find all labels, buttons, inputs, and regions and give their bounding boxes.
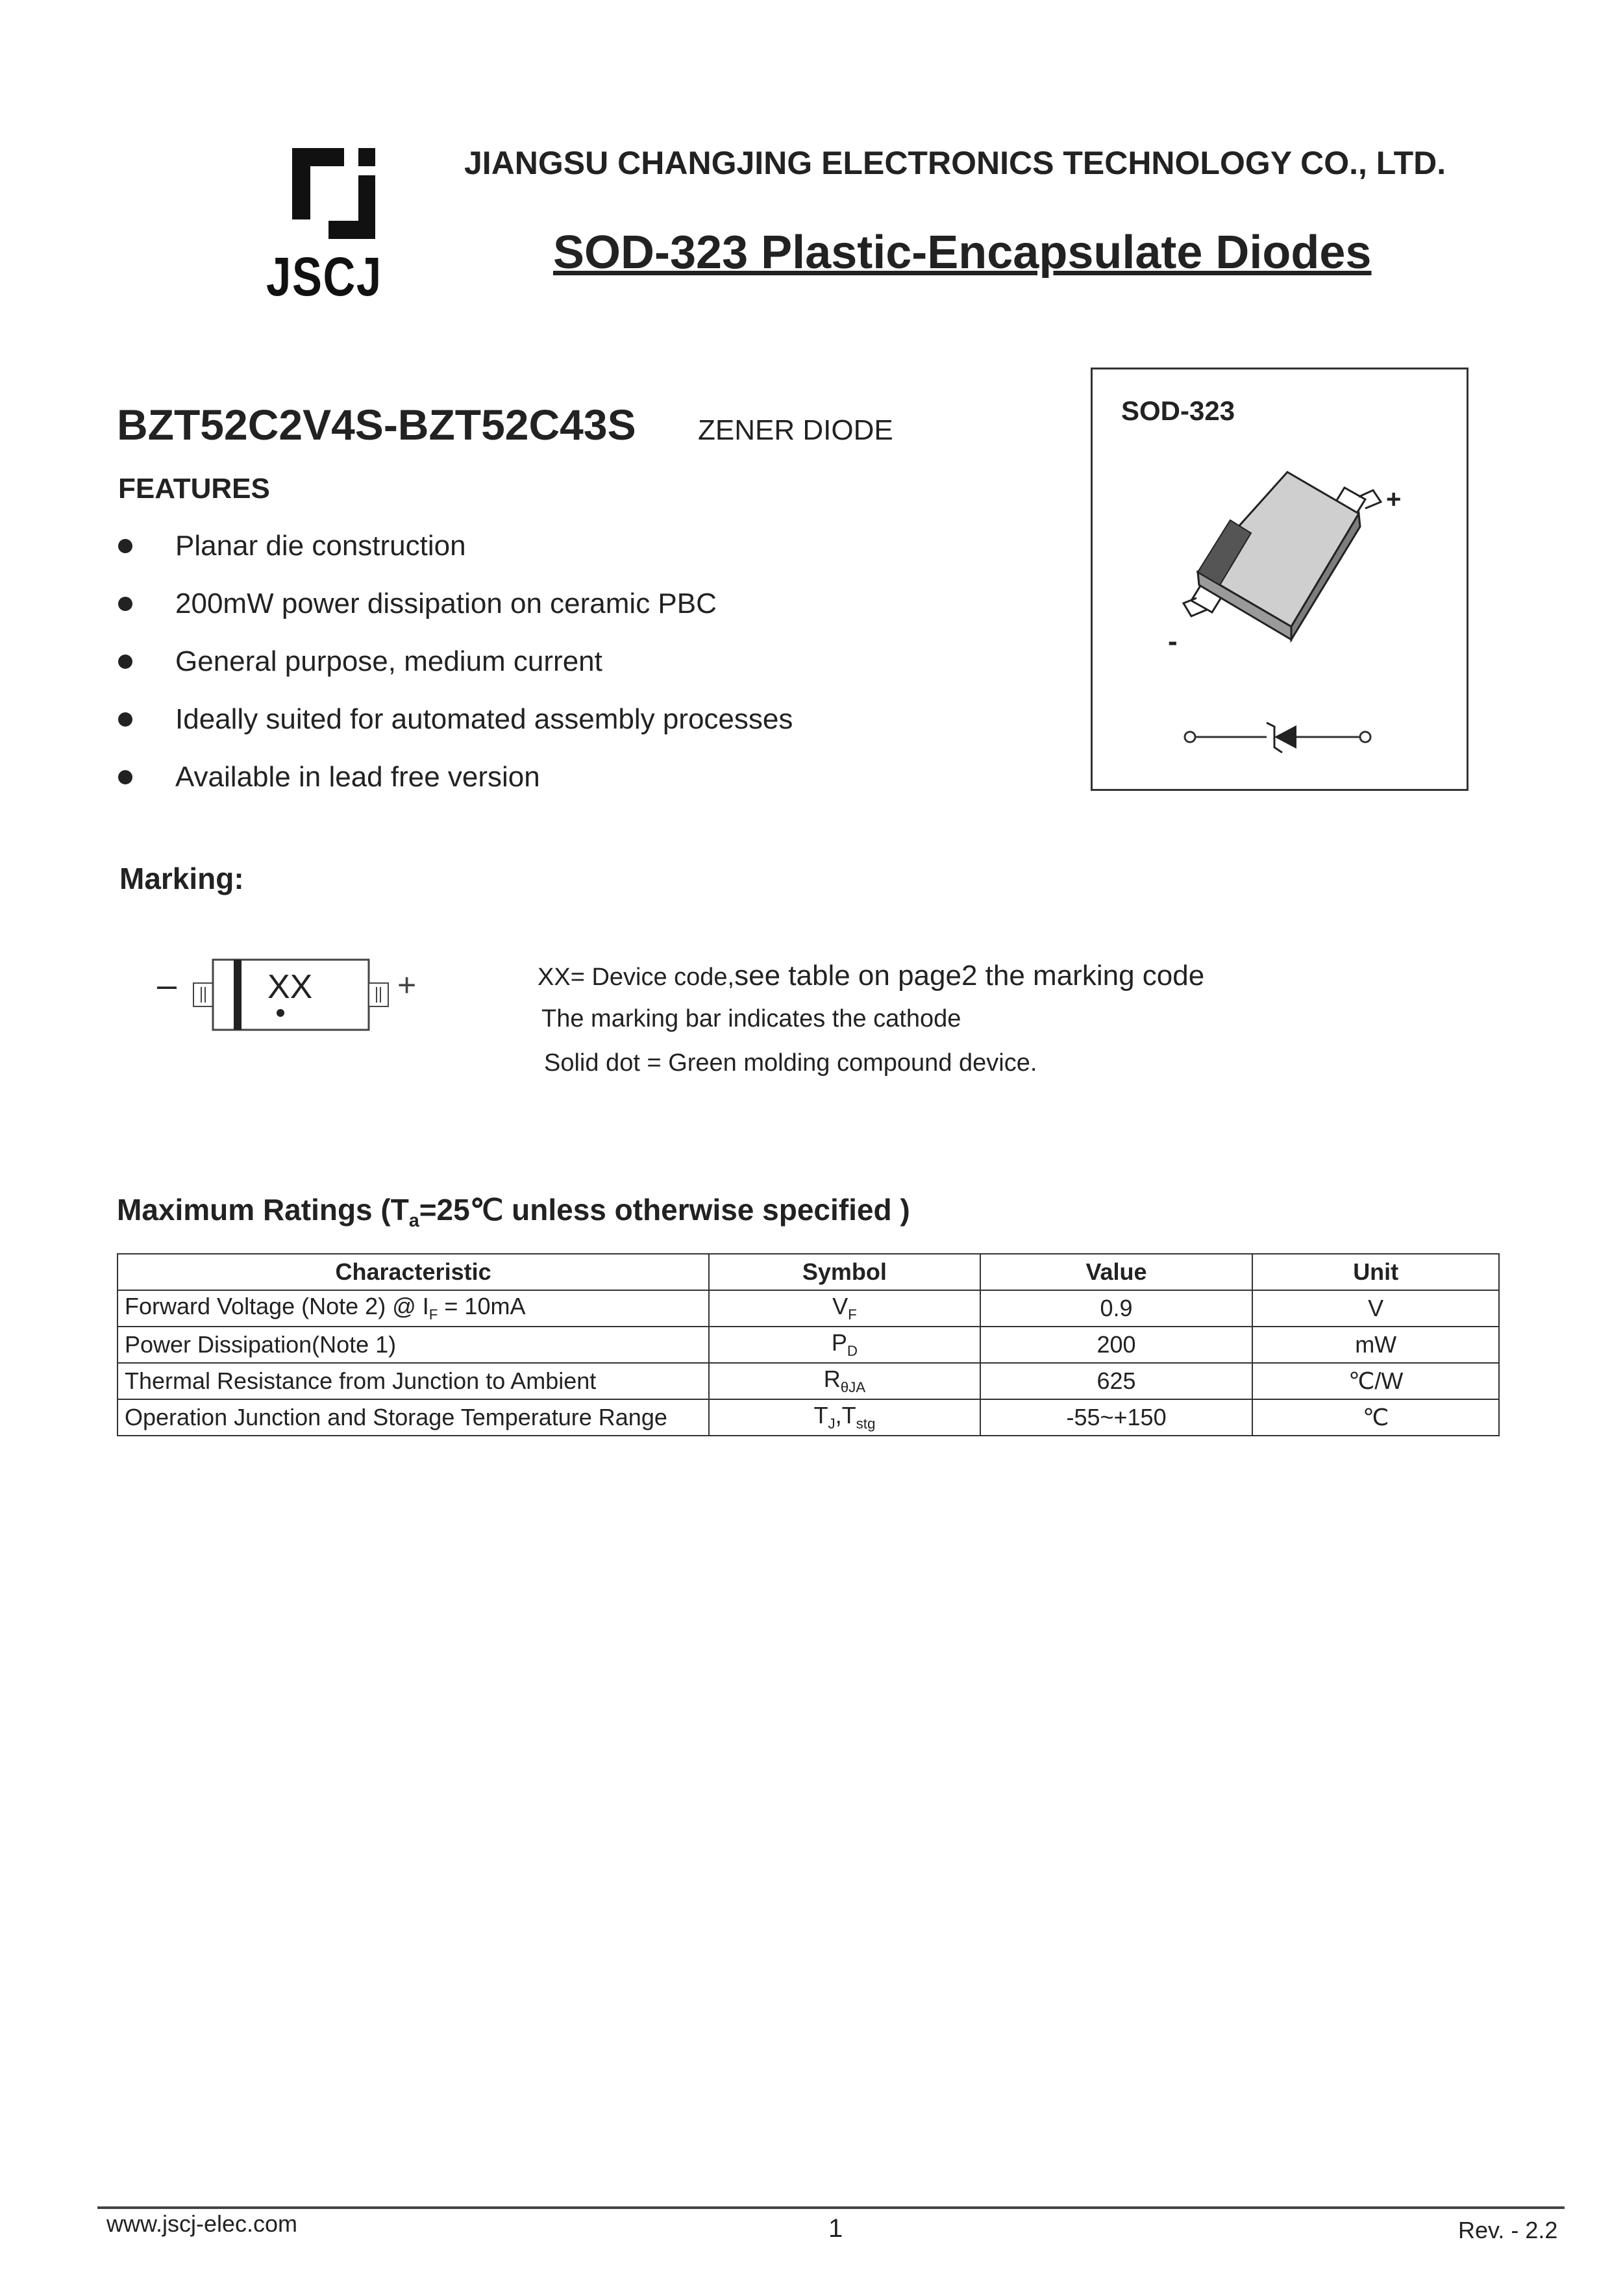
column-header: Characteristic [118, 1254, 709, 1290]
footer-divider [97, 2206, 1565, 2209]
value-cell: -55~+150 [980, 1399, 1253, 1436]
marking-note-device-code: XX= Device code,see table on page2 the marking code [538, 960, 1205, 992]
logo-text: JSCJ [266, 246, 382, 307]
symbol-cell: $T_J,T_{stg}$ [709, 1399, 980, 1436]
value-cell: 0.9 [980, 1290, 1253, 1327]
unit-cell: mW [1252, 1327, 1499, 1363]
revision: Rev. - 2.2 [1458, 2217, 1558, 2243]
value-cell: 200 [980, 1327, 1253, 1363]
characteristic-cell: Thermal Resistance from Junction to Ambient [118, 1363, 709, 1399]
part-type: ZENER DIODE [698, 414, 893, 446]
table-row [118, 1363, 1499, 1399]
ratings-heading: Maximum Ratings ($T_a=25℃$ unless otherwise specified ) [117, 1193, 910, 1232]
marking-minus: – [157, 966, 177, 1004]
cathode-minus-label: - [1168, 625, 1178, 657]
unit-cell: ℃ [1252, 1399, 1499, 1436]
characteristic-cell: Operation Junction and Storage Temperature Range [118, 1399, 709, 1436]
ratings-table [117, 1253, 1500, 1436]
bullet-icon [118, 539, 132, 553]
bullet-icon [118, 770, 132, 784]
sod323-package-drawing-icon [1093, 369, 1467, 789]
column-header: Value [980, 1254, 1253, 1290]
logo-mark-icon [266, 148, 396, 245]
company-name: JIANGSU CHANGJING ELECTRONICS TECHNOLOGY CO., LTD. [464, 145, 1446, 181]
column-header: Symbol [709, 1254, 980, 1290]
marking-diagram [156, 948, 435, 1039]
bullet-icon [118, 597, 132, 611]
anode-plus-label: + [1386, 485, 1402, 514]
page-number: 1 [828, 2214, 843, 2243]
marking-note-cathode: The marking bar indicates the cathode [541, 1005, 961, 1032]
unit-cell: ℃/W [1252, 1363, 1499, 1399]
document-title: SOD-323 Plastic-Encapsulate Diodes [553, 227, 1372, 279]
table-row [118, 1327, 1499, 1363]
company-logo [266, 148, 396, 307]
marking-code: XX [267, 968, 313, 1006]
value-cell: 625 [980, 1363, 1253, 1399]
symbol-cell: $V_F$ [709, 1290, 980, 1327]
unit-cell: V [1252, 1290, 1499, 1327]
characteristic-cell: Forward Voltage (Note 2) @ $I_F = 10mA$ [118, 1290, 709, 1327]
footer-website[interactable]: www.jscj-elec.com [106, 2210, 298, 2237]
table-header-row [118, 1254, 1499, 1290]
marking-heading: Marking: [119, 862, 244, 895]
bullet-icon [118, 712, 132, 727]
symbol-cell: $R_{\theta JA}$ [709, 1363, 980, 1399]
marking-note-green: Solid dot = Green molding compound device. [544, 1049, 1037, 1077]
part-number: BZT52C2V4S-BZT52C43S [117, 401, 636, 449]
features-heading: FEATURES [118, 473, 270, 505]
package-box [1091, 368, 1468, 791]
column-header: Unit [1252, 1254, 1499, 1290]
characteristic-cell: Power Dissipation(Note 1) [118, 1327, 709, 1363]
package-title: SOD-323 [1121, 395, 1235, 426]
table-row [118, 1399, 1499, 1436]
table-row [118, 1290, 1499, 1327]
marking-plus: + [397, 967, 417, 1003]
symbol-cell: $P_D$ [709, 1327, 980, 1363]
bullet-icon [118, 655, 132, 669]
